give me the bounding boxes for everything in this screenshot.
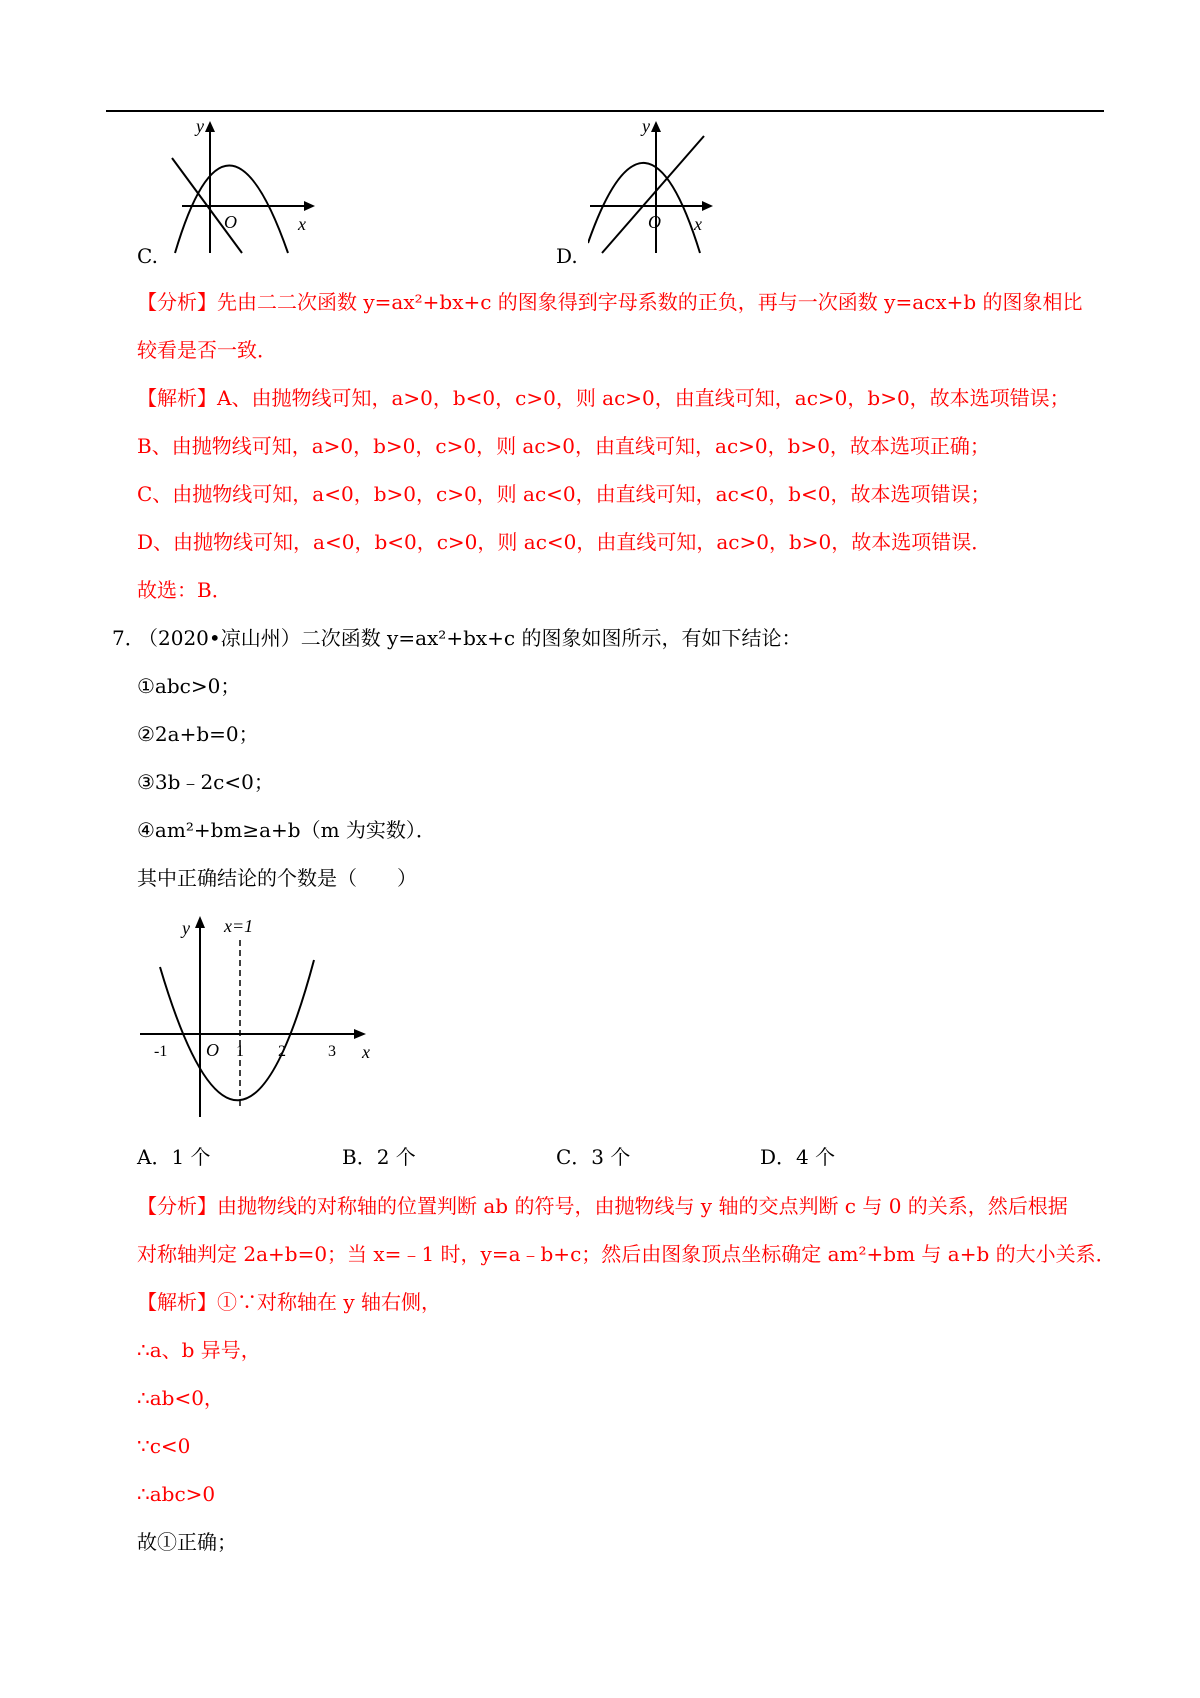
q7-solution-3: ∴ab<0， — [137, 1386, 224, 1410]
choice-c: C．3 个 — [556, 1145, 631, 1169]
q6-solution-d: D、由抛物线可知，a<0，b<0，c>0，则 ac<0，由直线可知，ac>0，b>0，故本选项错误． — [137, 530, 992, 554]
choice-b: B．2 个 — [342, 1145, 416, 1169]
x-axis-label: x — [362, 1042, 370, 1062]
q7-stem: （2020•凉山州）二次函数 y=ax²+bx+c 的图象如图所示，有如下结论： — [138, 626, 802, 650]
origin-label: O — [224, 212, 237, 232]
q6-solution-b: B、由抛物线可知，a>0，b>0，c>0，则 ac>0，由直线可知，ac>0，b>0，故本选项正确； — [137, 434, 990, 458]
q7-conclusion-1: ①abc>0； — [137, 674, 241, 698]
header-rule — [106, 110, 1104, 112]
q7-solution-1: 【解析】①∵对称轴在 y 轴右侧， — [137, 1290, 442, 1314]
q6-solution-a: 【解析】A、由抛物线可知，a>0，b<0，c>0，则 ac>0，由直线可知，ac>0，b>0，故本选项错误； — [137, 386, 1070, 410]
q6-analysis-cont: 较看是否一致． — [137, 338, 277, 362]
q7-solution-2: ∴a、b 异号， — [137, 1338, 261, 1362]
option-c-label: C. — [137, 244, 158, 268]
y-axis-label: y — [196, 118, 204, 136]
q7-solution-5: ∴abc>0 — [137, 1482, 216, 1506]
q6-solution-c: C、由抛物线可知，a<0，b>0，c>0，则 ac<0，由直线可知，ac<0，b<0，故本选项错误； — [137, 482, 991, 506]
q7-number: 7． — [112, 626, 145, 650]
q7-parabola-graph — [138, 912, 378, 1122]
q7-conclusion-3: ③3b﹣2c<0； — [137, 770, 274, 794]
q6-analysis: 【分析】先由二二次函数 y=ax²+bx+c 的图象得到字母系数的正负，再与一次函数 y=acx+b 的图象相比 — [137, 290, 1083, 314]
q6-answer: 故选：B． — [137, 578, 232, 602]
x-axis-label: x — [298, 214, 306, 234]
x-axis-label: x — [694, 214, 702, 234]
q7-conclusion-check: 故①正确； — [137, 1530, 237, 1554]
tick-label-minus-1: -1 — [154, 1043, 168, 1060]
q7-analysis-cont: 对称轴判定 2a+b=0；当 x=﹣1 时，y=a﹣b+c；然后由图象顶点坐标确定 am²+bm 与 a+b 的大小关系． — [137, 1242, 1116, 1266]
tick-label-3: 3 — [328, 1043, 336, 1060]
tick-label-2: 2 — [278, 1043, 286, 1060]
choice-a: A．1 个 — [137, 1145, 211, 1169]
q7-solution-4: ∵c<0 — [137, 1434, 191, 1458]
option-d-label: D. — [556, 244, 578, 268]
y-axis-label: y — [642, 118, 650, 136]
q7-question: 其中正确结论的个数是（ ） — [137, 866, 417, 890]
q7-analysis: 【分析】由抛物线的对称轴的位置判断 ab 的符号，由抛物线与 y 轴的交点判断 c 与 0 的关系，然后根据 — [137, 1194, 1068, 1218]
option-c-graph — [160, 118, 320, 258]
tick-label-1: 1 — [236, 1043, 244, 1060]
q7-conclusion-2: ②2a+b=0； — [137, 722, 259, 746]
origin-label: O — [648, 212, 661, 232]
option-d-graph — [588, 118, 748, 258]
q7-conclusion-4: ④am²+bm≥a+b（m 为实数）． — [137, 818, 436, 842]
y-axis-label: y — [182, 918, 190, 938]
origin-label: O — [206, 1040, 219, 1060]
symmetry-axis-label: x=1 — [224, 916, 254, 936]
choice-d: D．4 个 — [760, 1145, 836, 1169]
